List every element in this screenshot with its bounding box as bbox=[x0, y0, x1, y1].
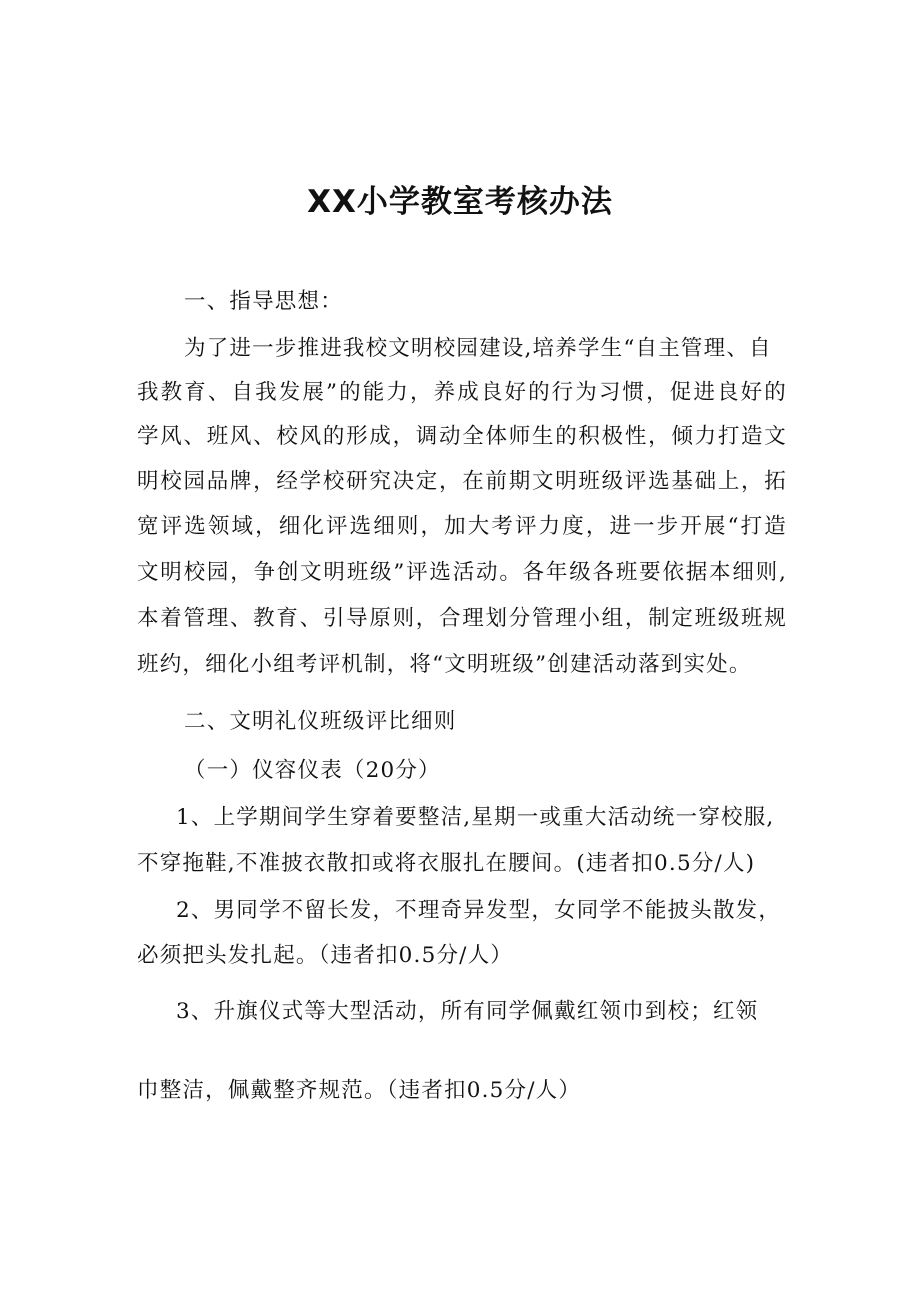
section-heading-guiding-ideology: 一、指导思想： bbox=[184, 289, 343, 314]
document-title: XX小学教室考核办法 bbox=[307, 184, 613, 220]
paragraph-line: 我教育、自我发展”的能力，养成良好的行为习惯，促进良好的 bbox=[137, 380, 787, 405]
paragraph-line: 文明校园，争创文明班级”评选活动。各年级各班要依据本细则, bbox=[137, 560, 787, 585]
rule-item-1-line: 1、上学期间学生穿着要整洁,星期一或重大活动统一穿校服, bbox=[176, 805, 775, 830]
rule-item-1-line: 不穿拖鞋,不准披衣散扣或将衣服扎在腰间。(违者扣0.5分/人) bbox=[137, 851, 756, 876]
rule-item-3-line: 巾整洁，佩戴整齐规范。（违者扣0.5分/人） bbox=[137, 1078, 582, 1103]
paragraph-line: 本着管理、教育、引导原则，合理划分管理小组，制定班级班规 bbox=[137, 606, 787, 631]
paragraph-line: 明校园品牌，经学校研究决定，在前期文明班级评选基础上，拓 bbox=[137, 469, 787, 494]
paragraph-line: 学风、班风、校风的形成，调动全体师生的积极性，倾力打造文 bbox=[137, 424, 787, 449]
paragraph-line: 为了进一步推进我校文明校园建设,培养学生“自主管理、自 bbox=[184, 336, 772, 361]
paragraph-line: 宽评选领域，细化评选细则，加大考评力度，进一步开展“打造 bbox=[137, 514, 787, 539]
paragraph-line: 班约，细化小组考评机制，将“文明班级”创建活动落到实处。 bbox=[137, 652, 752, 677]
section-heading-etiquette-rules: 二、文明礼仪班级评比细则 bbox=[184, 709, 457, 734]
rule-item-2-line: 2、男同学不留长发，不理奇异发型，女同学不能披头散发， bbox=[176, 898, 782, 923]
rule-item-2-line: 必须把头发扎起。（违者扣0.5分/人） bbox=[137, 943, 513, 968]
subsection-heading-appearance: （一）仪容仪表（20分） bbox=[184, 758, 441, 783]
rule-item-3-line: 3、升旗仪式等大型活动，所有同学佩戴红领巾到校；红领 bbox=[176, 999, 759, 1024]
